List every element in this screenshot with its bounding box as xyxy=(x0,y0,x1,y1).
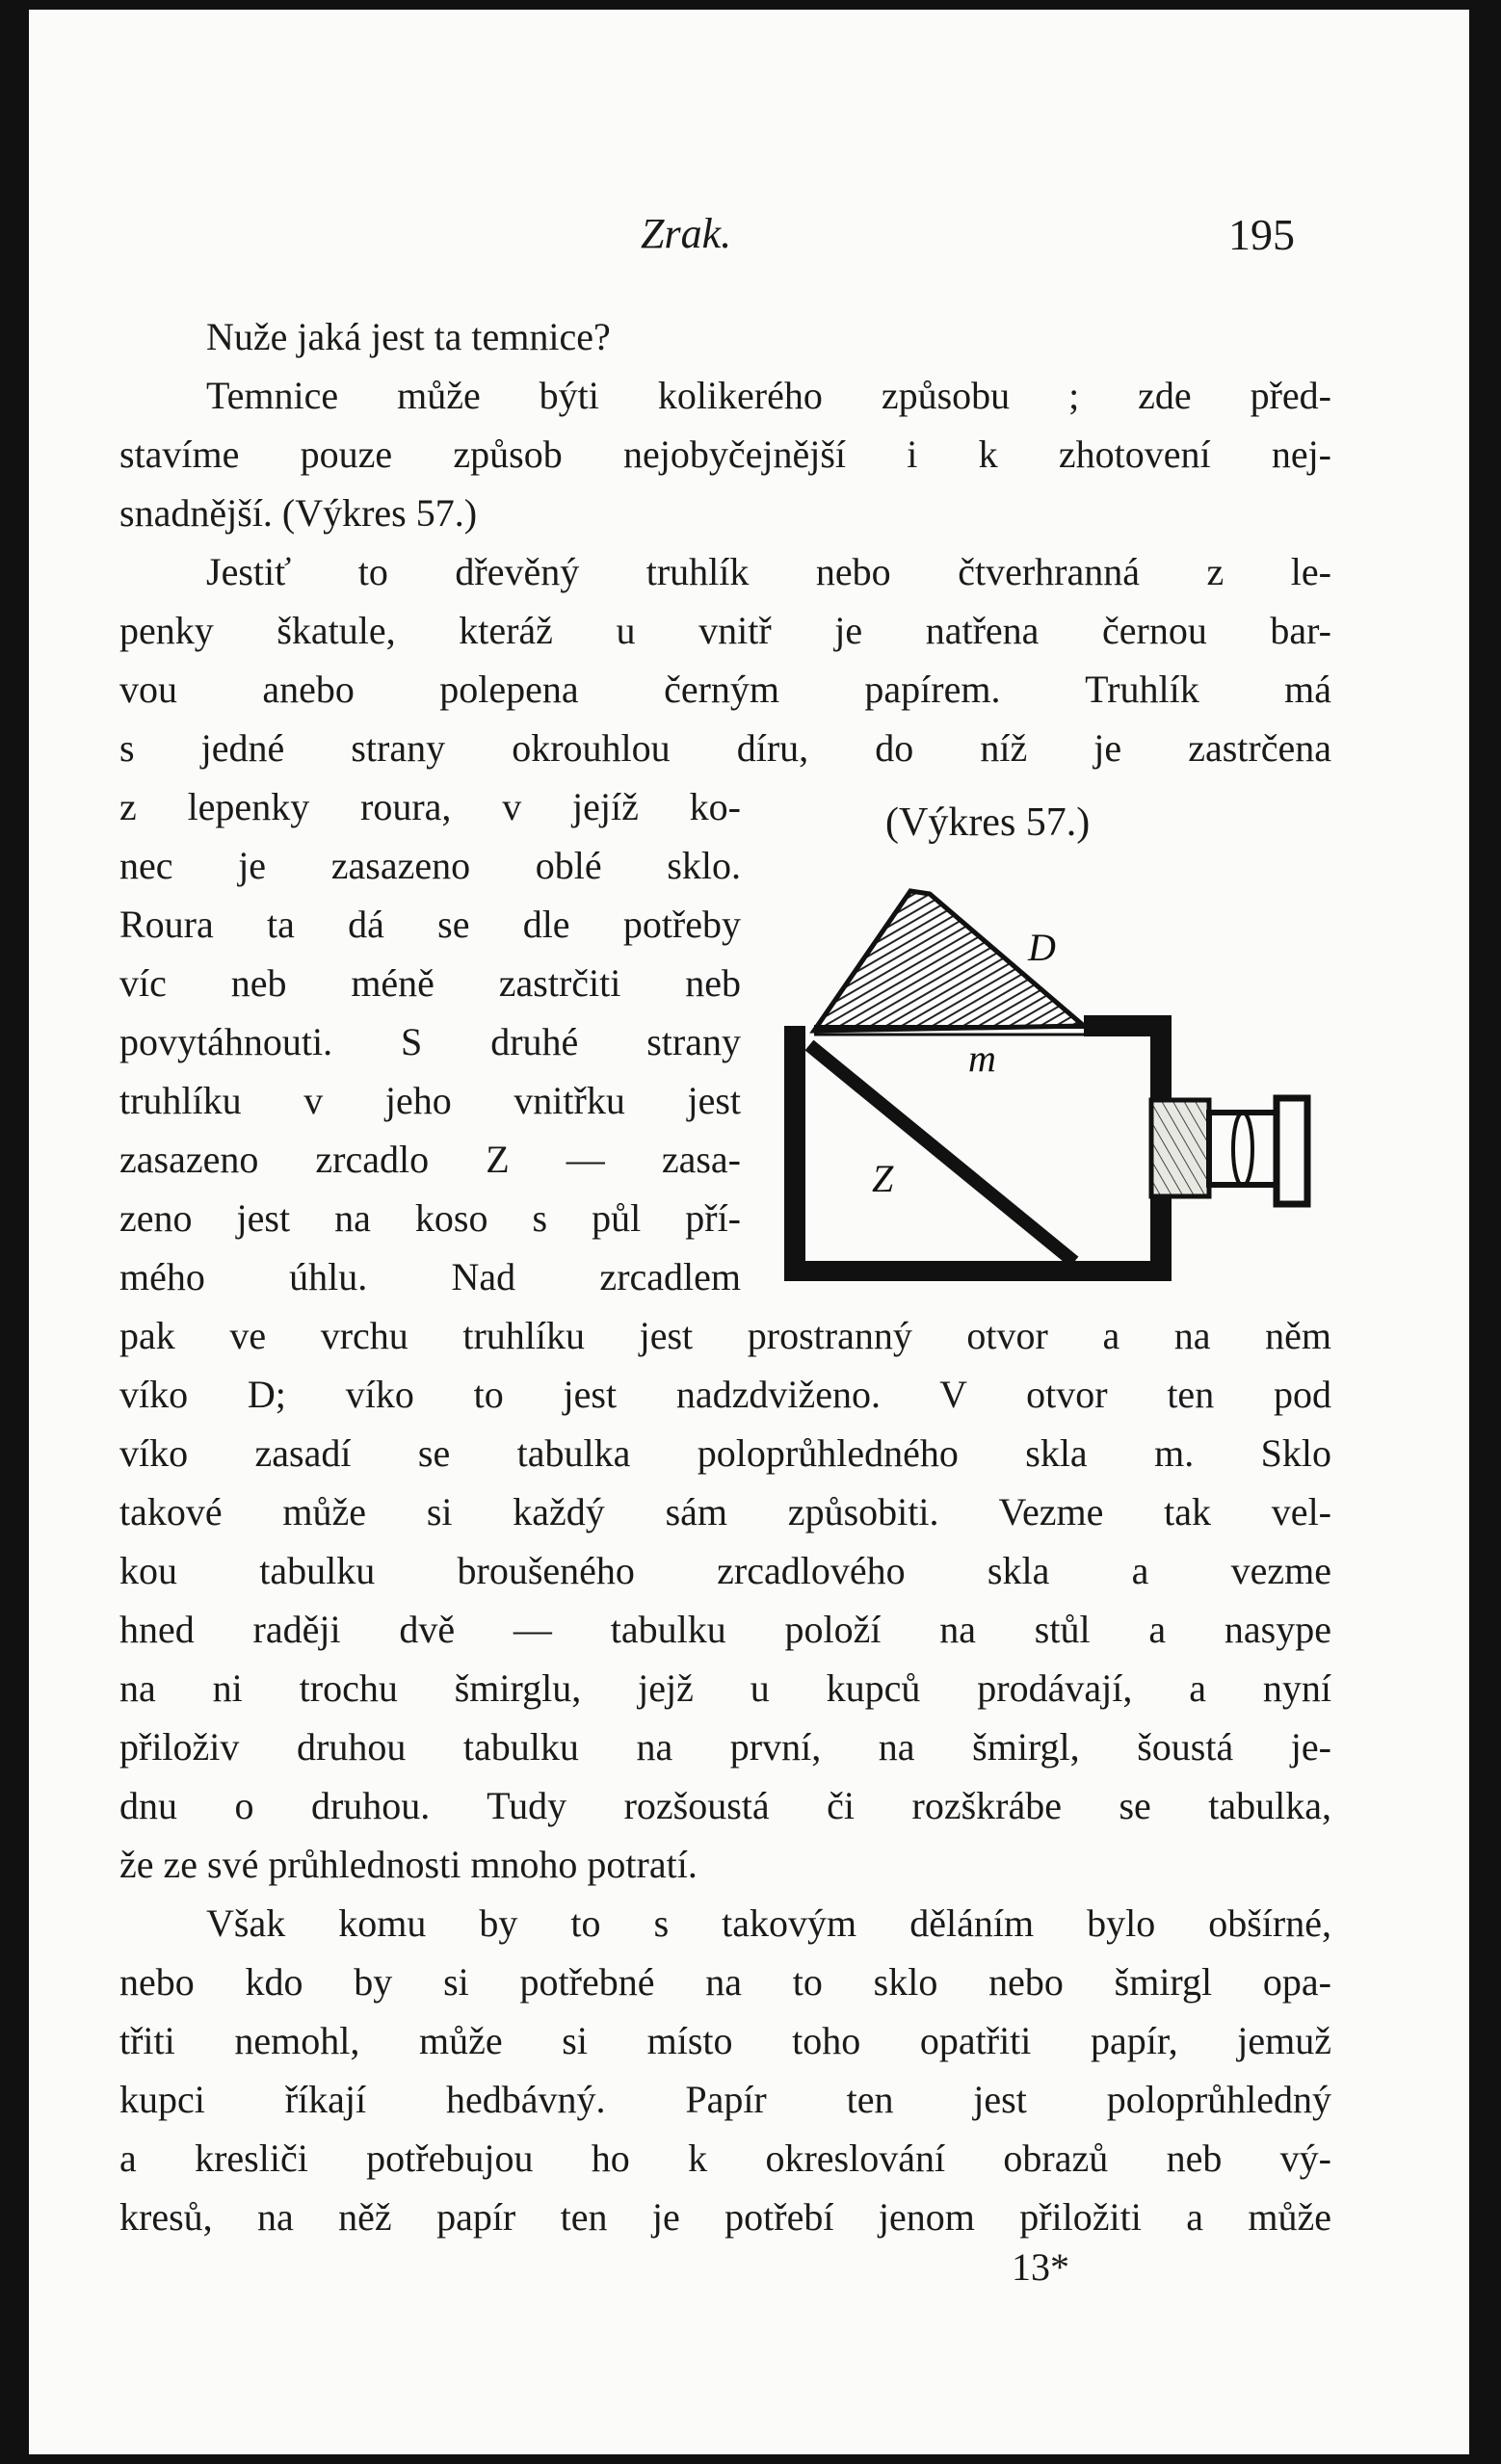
mirror-z xyxy=(809,1045,1074,1262)
text-line: kresů, na něž papír ten je potřebí jenom přiložiti a může xyxy=(119,2195,1331,2239)
text-line: a kresliči potřebujou ho k okreslování obrazů neb vý- xyxy=(119,2136,1331,2180)
label-d: D xyxy=(1028,926,1056,969)
page-number: 195 xyxy=(1228,210,1295,259)
running-header xyxy=(29,209,1469,267)
text-line: přiloživ druhou tabulku na první, na šmirgl, šoustá je- xyxy=(119,1725,1331,1769)
text-line: Roura ta dá se dle potřeby xyxy=(119,903,741,946)
label-m: m xyxy=(968,1036,996,1080)
text-line: povytáhnouti. S druhé strany xyxy=(119,1020,741,1063)
text-line: truhlíku v jeho vnitřku jest xyxy=(119,1079,741,1122)
label-z: Z xyxy=(872,1157,894,1200)
tube xyxy=(1209,1113,1281,1185)
text-line: kou tabulku broušeného zrcadlového skla a vezme xyxy=(119,1549,1331,1592)
text-line: dnu o druhou. Tudy rozšoustá či rozškrábe se tabulka, xyxy=(119,1784,1331,1827)
text-line: nebo kdo by si potřebné na to sklo nebo šmirgl opa- xyxy=(119,1960,1331,2004)
text-line: kupci říkají hedbávný. Papír ten jest poloprůhledný xyxy=(119,2078,1331,2121)
text-line: hned raději dvě — tabulku položí na stůl a nasype xyxy=(119,1608,1331,1651)
text-line: že ze své průhlednosti mnoho potratí. xyxy=(119,1843,698,1886)
text-line: penky škatule, kteráž u vnitř je natřena černou bar- xyxy=(119,609,1331,652)
text-line: snadnější. (Výkres 57.) xyxy=(119,491,478,535)
text-line: víc neb méně zastrčiti neb xyxy=(119,961,741,1005)
text-line: na ni trochu šmirglu, jejž u kupců prodávají, a nyní xyxy=(119,1666,1331,1710)
text-line: zeno jest na koso s půl pří- xyxy=(119,1196,741,1240)
book-page xyxy=(29,10,1469,2454)
text-line: s jedné strany okrouhlou díru, do níž je zastrčena xyxy=(119,726,1331,770)
text-line: stavíme pouze způsob nejobyčejnější i k zhotovení nej- xyxy=(119,433,1331,476)
figure-camera-obscura xyxy=(776,857,1373,1281)
text-line: Nuže jaká jest ta temnice? xyxy=(206,315,611,358)
text-line: mého úhlu. Nad zrcadlem xyxy=(119,1255,741,1298)
tube-sleeve xyxy=(1151,1100,1209,1196)
running-title: Zrak. xyxy=(641,210,732,257)
text-line: víko D; víko to jest nadzdviženo. V otvor ten pod xyxy=(119,1373,1331,1416)
text-line: pak ve vrchu truhlíku jest prostranný otvor a na něm xyxy=(119,1314,1331,1357)
text-line: víko zasadí se tabulka poloprůhledného skla m. Sklo xyxy=(119,1431,1331,1475)
text-line: Však komu by to s takovým děláním bylo obšírné, xyxy=(206,1901,1331,1945)
text-line: zasazeno zrcadlo Z — zasa- xyxy=(119,1138,741,1181)
text-line: takové může si každý sám způsobiti. Vezme tak vel- xyxy=(119,1490,1331,1533)
text-line: Temnice může býti kolikerého způsobu ; zde před- xyxy=(206,374,1331,417)
text-line: Jestiť to dřevěný truhlík nebo čtverhranná z le- xyxy=(206,550,1331,593)
text-line: třiti nemohl, může si místo toho opatřiti papír, jemuž xyxy=(119,2019,1331,2062)
signature-mark: 13* xyxy=(1012,2245,1069,2289)
text-line: z lepenky roura, v jejíž ko- xyxy=(119,785,741,828)
figure-drawing xyxy=(776,857,1373,1281)
text-line: nec je zasazeno oblé sklo. xyxy=(119,844,741,887)
figure-caption: (Výkres 57.) xyxy=(885,800,1091,845)
tube-end xyxy=(1277,1098,1307,1204)
text-line: vou anebo polepena černým papírem. Truhlík má xyxy=(119,668,1331,711)
